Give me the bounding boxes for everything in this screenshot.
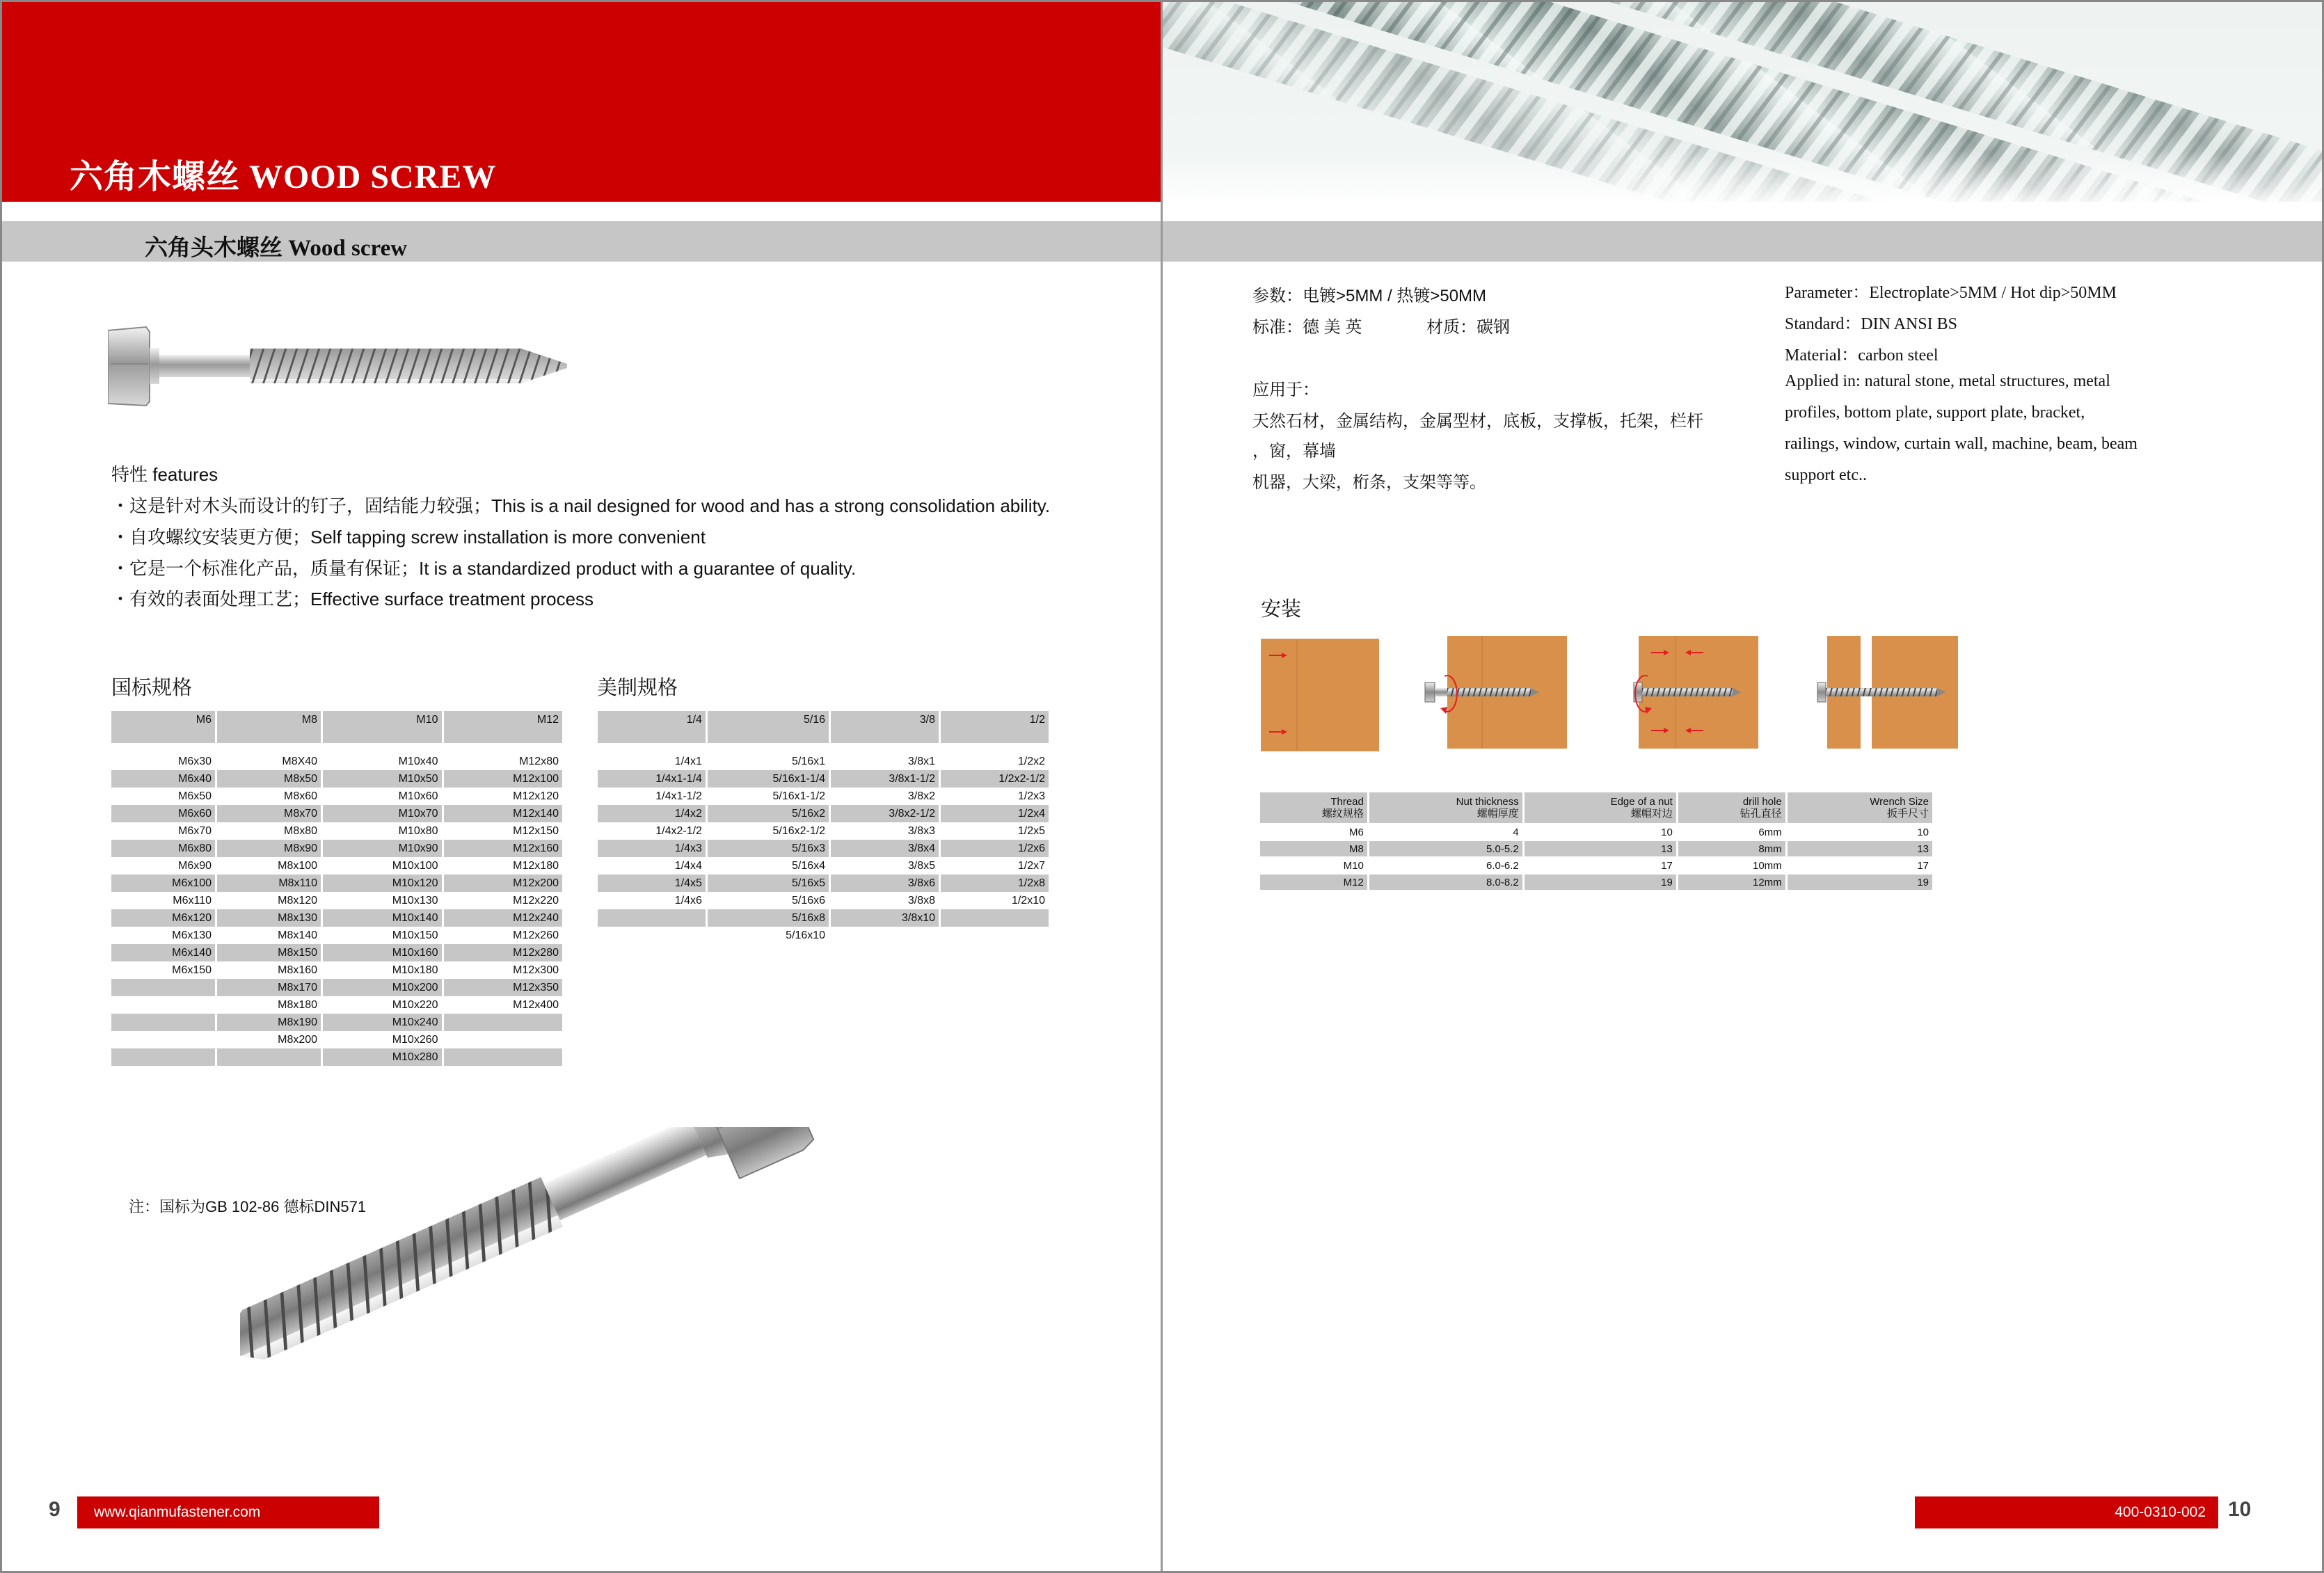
table-cell: 1/4x3 xyxy=(598,840,706,857)
subtitle-band-right xyxy=(1163,221,2324,262)
table-row xyxy=(111,770,562,788)
table-row xyxy=(111,1031,562,1048)
table-cell xyxy=(598,927,706,944)
table-cell: 6.0-6.2 xyxy=(1486,859,1519,872)
applied-en: Applied in: natural stone, metal structures, metal xyxy=(1785,372,2110,390)
page-number-right: 10 xyxy=(2228,1498,2252,1521)
table-cell xyxy=(598,909,706,927)
standard-cn: 标准：德 美 英 xyxy=(1252,318,1362,337)
table-cell: M12x80 xyxy=(519,755,559,767)
param-en: Parameter：Electroplate>5MM / Hot dip>50MM xyxy=(1785,284,2117,302)
table-cell: 1/4x4 xyxy=(674,859,702,872)
table-cell: M6x140 xyxy=(111,944,215,961)
table-cell xyxy=(444,1014,562,1031)
table-cell: 5/16x8 xyxy=(708,909,829,927)
table-cell xyxy=(941,909,1049,927)
table-cell: M8x140 xyxy=(278,929,318,941)
table-cell: 1/2x5 xyxy=(1017,824,1045,837)
column-header-en: Wrench Size xyxy=(1870,796,1929,808)
table-row xyxy=(111,1048,562,1066)
table-cell: M12x200 xyxy=(444,875,562,892)
column-header-cn: 螺纹规格 xyxy=(1321,808,1364,820)
feature-item: ・自攻螺纹安装更方便；Self tapping screw installation is more convenient xyxy=(111,527,706,548)
column-header-en: Edge of a nut xyxy=(1610,796,1673,808)
table-cell: M8x70 xyxy=(217,805,321,822)
table-cell: M6x50 xyxy=(178,790,212,802)
table-cell: M10x120 xyxy=(323,875,441,892)
table-row xyxy=(598,753,1049,770)
table-cell: M8x100 xyxy=(278,859,318,872)
table-cell: M12x160 xyxy=(444,840,562,857)
table-row xyxy=(111,857,562,875)
table-row xyxy=(598,892,1049,909)
page-spine xyxy=(1161,0,1163,1573)
table-row xyxy=(598,840,1049,857)
table-cell: M12x150 xyxy=(513,824,559,837)
table-cell: M10x100 xyxy=(392,859,438,872)
table-cell: 8mm xyxy=(1678,841,1785,856)
table-cell: M8x50 xyxy=(217,770,321,788)
table-cell: M10x70 xyxy=(323,805,441,822)
table-cell: 3/8x5 xyxy=(907,859,936,872)
table-row xyxy=(1260,875,1932,890)
table-cell: 1/4x5 xyxy=(598,875,706,892)
table-row xyxy=(111,979,562,996)
applied-line-cn: 机器，大梁，桁条，支架等等。 xyxy=(1252,473,1486,492)
table-row xyxy=(1260,858,1932,873)
table-cell: M6x80 xyxy=(111,840,215,857)
table-cell xyxy=(941,927,1049,944)
material-cn: 材质：碳钢 xyxy=(1426,318,1510,337)
applied-en: support etc.. xyxy=(1785,466,1867,484)
table-row xyxy=(111,892,562,909)
table-cell: 1/2x8 xyxy=(941,875,1049,892)
imperial-spec-table xyxy=(596,711,1051,944)
header-thread-photo xyxy=(1163,0,2324,202)
table-cell: M10x130 xyxy=(392,894,438,907)
table-cell: M10x280 xyxy=(323,1048,441,1066)
table-row xyxy=(598,875,1049,892)
applied-line-cn: 天然石材，金属结构，金属型材，底板，支撑板，托架，栏杆 xyxy=(1252,412,1703,431)
table-cell: M8x160 xyxy=(278,964,318,976)
column-header: M10 xyxy=(323,711,441,743)
table-cell: M6x30 xyxy=(178,755,212,767)
table-cell: M12x280 xyxy=(444,944,562,961)
table-cell: M12x140 xyxy=(444,805,562,822)
column-header: M8 xyxy=(217,711,321,743)
table-cell: M10x140 xyxy=(323,909,441,927)
table-cell: 3/8x1-1/2 xyxy=(831,770,939,788)
table-cell: M12x220 xyxy=(513,894,559,907)
table-cell: 5/16x2-1/2 xyxy=(772,824,826,837)
table-cell: M8x90 xyxy=(217,840,321,857)
applied-line-cn: ，窗，幕墙 xyxy=(1252,442,1336,461)
column-header-cn: 钻孔直径 xyxy=(1740,808,1782,820)
table-cell: M6x40 xyxy=(111,770,215,788)
table-cell: M10x50 xyxy=(323,770,441,788)
table-cell: 1/4x1 xyxy=(674,755,702,767)
table-cell: M10x260 xyxy=(392,1033,438,1046)
table-cell: 1/2x6 xyxy=(941,840,1049,857)
installation-spec-table xyxy=(1258,791,1934,891)
table-row xyxy=(598,805,1049,822)
table-cell: 3/8x1 xyxy=(907,755,936,767)
table-row xyxy=(111,961,562,979)
table-cell xyxy=(831,927,939,944)
table-cell: M10x220 xyxy=(392,998,438,1011)
column-header-cn: 螺帽对边 xyxy=(1630,808,1673,820)
metric-table-title: 国标规格 xyxy=(111,677,193,699)
table-cell: M12x100 xyxy=(444,770,562,788)
feature-item: ・这是针对木头而设计的钉子，固结能力较强；This is a nail designed for wood and has a strong consolidation ability. xyxy=(111,495,1051,516)
column-header-cn: 扳手尺寸 xyxy=(1886,808,1929,820)
table-cell: 8.0-8.2 xyxy=(1369,875,1522,890)
table-cell xyxy=(111,996,215,1014)
table-cell: 3/8x10 xyxy=(831,909,939,927)
table-cell: 5/16x3 xyxy=(708,840,829,857)
table-row xyxy=(111,822,562,840)
table-cell: 5/16x1 xyxy=(792,755,826,767)
table-row xyxy=(598,788,1049,805)
column-header xyxy=(1525,792,1676,823)
table-cell: M12x400 xyxy=(513,998,559,1011)
table-cell: M10x40 xyxy=(398,755,438,767)
table-cell: 3/8x2-1/2 xyxy=(831,805,939,822)
table-cell: M6x110 xyxy=(173,894,212,907)
table-cell: M12 xyxy=(1260,875,1367,890)
column-header-en: drill hole xyxy=(1742,796,1782,808)
page-number-left: 9 xyxy=(49,1498,61,1521)
table-cell: 3/8x3 xyxy=(907,824,936,837)
table-cell: 5/16x1-1/2 xyxy=(772,790,826,802)
table-cell: 1/2x4 xyxy=(941,805,1049,822)
table-cell: 3/8x4 xyxy=(831,840,939,857)
table-cell: 4 xyxy=(1513,826,1519,838)
table-cell: 5/16x1-1/4 xyxy=(708,770,829,788)
table-row xyxy=(111,875,562,892)
table-cell: M10x200 xyxy=(323,979,441,996)
table-cell: M6 xyxy=(1349,826,1364,838)
table-cell: 1/2x7 xyxy=(1017,859,1045,872)
table-cell: 17 xyxy=(1917,859,1929,872)
column-header-en: Thread xyxy=(1330,796,1364,808)
table-cell: M10x90 xyxy=(323,840,441,857)
table-cell: M8x190 xyxy=(217,1014,321,1031)
table-row xyxy=(598,909,1049,927)
table-cell: M6x100 xyxy=(111,875,215,892)
table-row xyxy=(1260,841,1932,856)
table-cell: M10x160 xyxy=(323,944,441,961)
table-cell: M8x170 xyxy=(217,979,321,996)
table-cell: 5/16x5 xyxy=(708,875,829,892)
table-cell: 3/8x6 xyxy=(831,875,939,892)
table-cell: M12x300 xyxy=(513,964,559,976)
wood-screw-image-large xyxy=(240,1127,908,1367)
table-cell: 5/16x4 xyxy=(792,859,826,872)
column-header: 5/16 xyxy=(708,711,829,743)
table-cell xyxy=(444,1031,562,1048)
imperial-table-title: 美制规格 xyxy=(597,677,678,699)
website-link[interactable]: www.qianmufastener.com xyxy=(77,1496,379,1528)
table-cell: M12x240 xyxy=(444,909,562,927)
table-cell: M8X40 xyxy=(282,755,318,767)
table-cell: 5/16x10 xyxy=(786,929,826,941)
table-cell xyxy=(111,1048,215,1066)
table-row xyxy=(111,840,562,857)
standard-en: Standard：DIN ANSI BS xyxy=(1785,315,1958,333)
table-cell: 17 xyxy=(1661,859,1673,872)
wood-screw-image-small xyxy=(108,324,581,417)
column-header: M12 xyxy=(444,711,562,743)
table-cell xyxy=(444,1048,562,1066)
applied-en: profiles, bottom plate, support plate, bracket, xyxy=(1785,404,2085,422)
section-subtitle: 六角头木螺丝 Wood screw xyxy=(145,236,408,261)
table-cell xyxy=(111,1031,215,1048)
table-cell: M12x350 xyxy=(444,979,562,996)
install-title: 安装 xyxy=(1261,598,1302,621)
table-cell: 1/4x1-1/2 xyxy=(655,790,702,802)
table-cell: M8x80 xyxy=(284,824,318,837)
table-cell: 10 xyxy=(1917,826,1929,838)
features-title: 特性 features xyxy=(111,464,218,485)
table-cell: M12x120 xyxy=(513,790,559,802)
table-row xyxy=(598,822,1049,840)
table-header-row xyxy=(598,711,1049,743)
table-cell: 10mm xyxy=(1753,859,1782,872)
metric-spec-table xyxy=(109,711,564,1066)
table-row xyxy=(111,805,562,822)
table-cell xyxy=(217,1048,321,1066)
table-cell: M8x110 xyxy=(217,875,321,892)
table-cell: 13 xyxy=(1525,841,1676,856)
table-row xyxy=(111,927,562,944)
column-header: M6 xyxy=(111,711,215,743)
table-cell: M10x60 xyxy=(398,790,438,802)
table-row xyxy=(111,1014,562,1031)
table-spacer-row xyxy=(111,743,562,753)
phone-box: 400-0310-002 xyxy=(1915,1496,2218,1528)
table-cell: M10x180 xyxy=(392,964,438,976)
table-row xyxy=(1260,824,1932,840)
table-cell: M12x180 xyxy=(513,859,559,872)
table-cell: M8x150 xyxy=(217,944,321,961)
table-cell: 1/2x3 xyxy=(1017,790,1045,802)
feature-item: ・有效的表面处理工艺；Effective surface treatment process xyxy=(111,589,594,609)
table-cell: M8 xyxy=(1260,841,1367,856)
table-cell: 5/16x2 xyxy=(708,805,829,822)
table-cell: M6x130 xyxy=(172,929,212,941)
column-header: 1/2 xyxy=(941,711,1049,743)
table-cell: M10 xyxy=(1343,859,1364,872)
table-row xyxy=(598,857,1049,875)
table-cell: 1/4x2 xyxy=(598,805,706,822)
table-cell: 19 xyxy=(1788,875,1932,890)
feature-item: ・它是一个标准化产品，质量有保证；It is a standardized product with a guarantee of quality. xyxy=(111,558,857,579)
table-cell xyxy=(111,979,215,996)
table-cell: M8x200 xyxy=(278,1033,318,1046)
table-cell: M8x130 xyxy=(217,909,321,927)
table-cell: M8x180 xyxy=(278,998,318,1011)
standard-note: 注：国标为GB 102-86 德标DIN571 xyxy=(129,1198,367,1215)
column-header: 1/4 xyxy=(598,711,706,743)
table-row xyxy=(111,909,562,927)
table-cell: 1/2x10 xyxy=(1011,894,1045,907)
table-cell: 1/2x2 xyxy=(1017,755,1045,767)
applied-title-cn: 应用于： xyxy=(1252,381,1319,399)
table-cell: M8x120 xyxy=(278,894,318,907)
material-en: Material：carbon steel xyxy=(1785,346,1939,365)
installation-diagrams xyxy=(1258,633,1968,758)
table-row xyxy=(598,770,1049,788)
table-cell: 1/2x2-1/2 xyxy=(941,770,1049,788)
column-header xyxy=(1678,792,1785,823)
table-row xyxy=(111,944,562,961)
column-header xyxy=(1260,792,1367,823)
table-cell: 3/8x2 xyxy=(907,790,936,802)
table-cell: M6x70 xyxy=(178,824,212,837)
table-cell: 5.0-5.2 xyxy=(1369,841,1522,856)
table-cell: 1/4x2-1/2 xyxy=(655,824,702,837)
table-cell: M6x60 xyxy=(111,805,215,822)
column-header xyxy=(1788,792,1932,823)
param-cn: 参数：电镀>5MM / 热镀>50MM xyxy=(1252,287,1487,305)
column-header-cn: 螺帽厚度 xyxy=(1477,808,1519,820)
table-cell: M12x260 xyxy=(513,929,559,941)
table-cell: 13 xyxy=(1788,841,1932,856)
table-cell: M8x60 xyxy=(284,790,318,802)
table-cell: M10x150 xyxy=(392,929,438,941)
column-header xyxy=(1369,792,1522,823)
table-cell: 3/8x8 xyxy=(907,894,936,907)
table-cell: 1/4x6 xyxy=(674,894,702,907)
table-cell: 1/4x1-1/4 xyxy=(598,770,706,788)
table-cell: 12mm xyxy=(1678,875,1785,890)
table-spacer-row xyxy=(598,743,1049,753)
table-cell: M10x80 xyxy=(398,824,438,837)
table-cell: 19 xyxy=(1525,875,1676,890)
table-row xyxy=(598,927,1049,944)
table-cell: 6mm xyxy=(1758,826,1782,838)
table-cell: M10x240 xyxy=(323,1014,441,1031)
column-header: 3/8 xyxy=(831,711,939,743)
table-row xyxy=(111,996,562,1014)
table-row xyxy=(111,788,562,805)
table-cell: M6x150 xyxy=(172,964,212,976)
table-header-row xyxy=(1260,792,1932,823)
table-cell: M6x90 xyxy=(178,859,212,872)
table-header-row xyxy=(111,711,562,743)
applied-en: railings, window, curtain wall, machine, beam, beam xyxy=(1785,435,2138,453)
column-header-en: Nut thickness xyxy=(1456,796,1519,808)
table-cell: M6x120 xyxy=(111,909,215,927)
table-cell: 5/16x6 xyxy=(792,894,826,907)
table-cell xyxy=(111,1014,215,1031)
table-row xyxy=(111,753,562,770)
page-title: 六角木螺丝 WOOD SCREW xyxy=(70,159,497,195)
table-cell: 10 xyxy=(1661,826,1673,838)
